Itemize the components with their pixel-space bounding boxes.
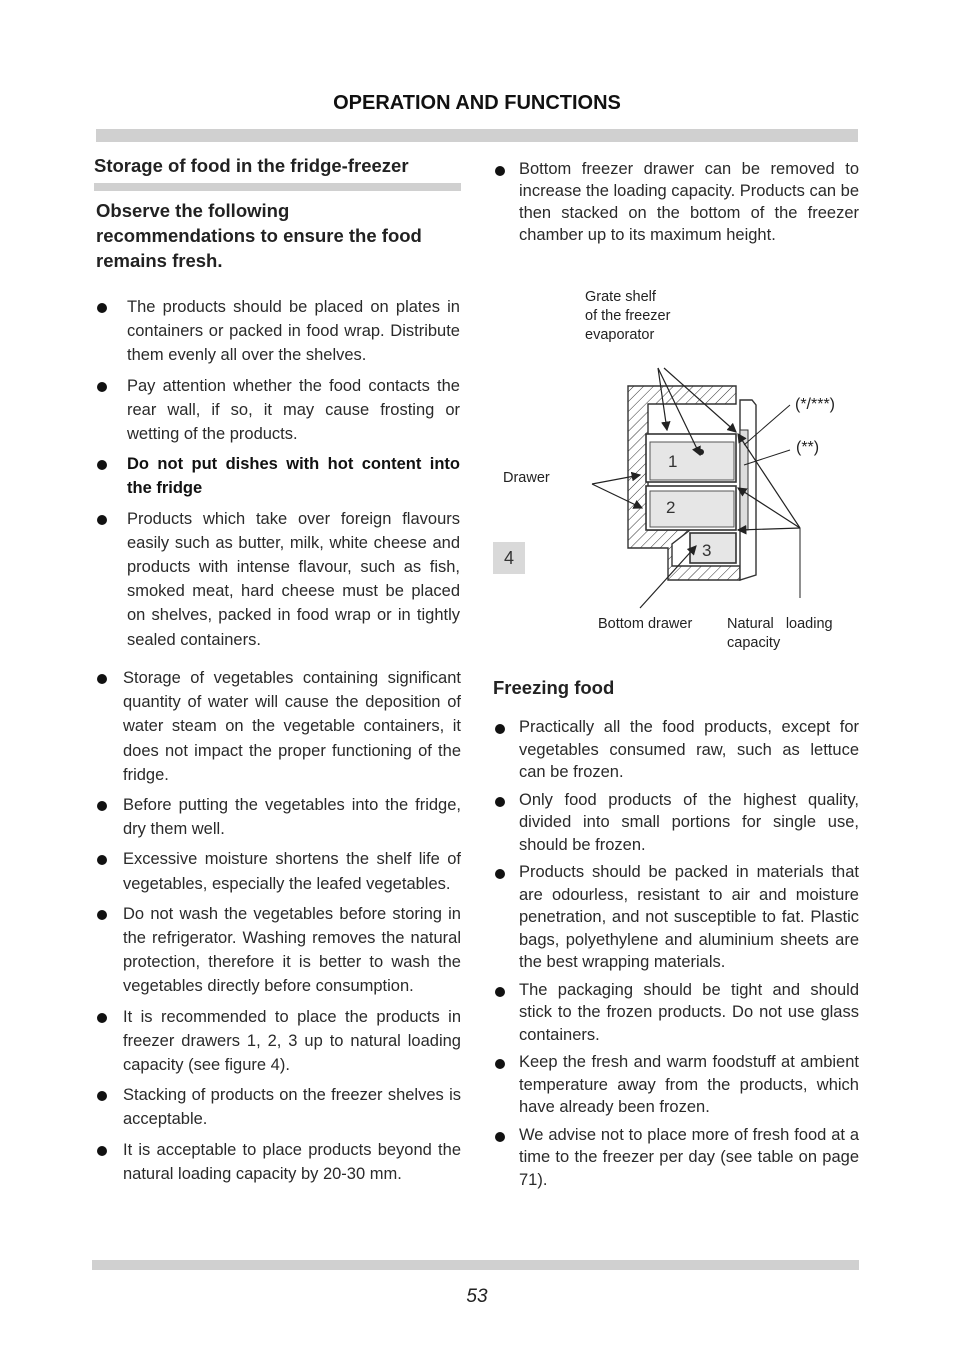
list-item-text: Stacking of products on the freezer shelves is acceptable. [123,1086,461,1129]
bullet-icon [97,1091,107,1101]
bullet-icon [495,797,505,807]
bullet-icon [495,987,505,997]
list-item [96,1138,461,1186]
list-item-text: Storage of vegetables containing significant quantity of water will cause the deposition of water steam on the vegetable containers, it does not impact the proper functioning of the fridge. [123,669,461,784]
drawer-number-3: 3 [702,541,712,560]
list-item [493,979,859,1047]
list-item-text: We advise not to place more of fresh food at a time to the freezer per day (see table on page 71). [519,1125,859,1189]
list-item [493,716,859,784]
list-item-text: Only food products of the highest quality, divided into small portions for single use, should be frozen. [519,790,859,854]
bullet-icon [97,855,107,865]
bullet-icon [495,1132,505,1142]
label-line: Grate shelf [585,289,656,305]
list-item-text: The packaging should be tight and should stick to the frozen products. Do not use glass containers. [519,980,859,1044]
list-item [493,1051,859,1119]
label-star-2: (**) [796,439,820,456]
list-item-text: Do not wash the vegetables before storing in the refrigerator. Washing removes the natural protection, therefore it is better to wash the vegetables directly before consumption. [123,904,461,996]
list-item-text: It is acceptable to place products beyond the natural loading capacity by 20-30 mm. [123,1140,461,1183]
page-title: OPERATION AND FUNCTIONS [333,92,621,114]
label-drawer: Drawer [503,470,550,486]
bullet-icon [495,724,505,734]
list-item [96,793,461,841]
list-item [493,1124,859,1192]
section-heading-freezing: Freezing food [493,677,615,698]
list-item [96,902,461,999]
list-item-text: Products which take over foreign flavours easily such as butter, milk, white cheese and products with intense flavour, such as fish, smoked meat, hard cheese must be placed on shelves, packed in food wrap or in tightly sealed containers. [127,509,460,649]
label-line: Natural loading [727,616,833,632]
figure-number: 4 [493,542,525,574]
list-item [96,847,461,895]
list-item [96,1083,461,1131]
freezing-bullet-list [493,716,859,1196]
section-heading-storage: Storage of food in the fridge-freezer [94,155,409,176]
label-star-1: (*/***) [795,396,836,413]
label-line: of the freezer [585,308,671,324]
list-item-text: Practically all the food products, except for vegetables consumed raw, such as lettuce can be frozen. [519,718,859,781]
bullet-icon [97,1013,107,1023]
footer-divider [92,1260,859,1270]
list-item-text: The products should be placed on plates in containers or packed in food wrap. Distribute them evenly all over the shelves. [127,298,460,365]
list-item-text: It is recommended to place the products in freezer drawers 1, 2, 3 up to natural loading capacity (see figure 4). [123,1007,461,1075]
bullet-icon [97,1146,107,1156]
drawer-3-box [690,533,736,563]
list-item-text: Bottom freezer drawer can be removed to increase the loading capacity. Products can be then stacked on the bottom of the freezer chamber up to its maximum height. [519,160,859,244]
vegetable-bullet-list [96,666,461,1192]
drawer-1-inner [650,442,734,480]
bullet-icon [495,869,505,879]
label-line: evaporator [585,327,655,343]
list-item [96,1005,461,1078]
label-line: capacity [727,635,781,651]
list-item-text: Before putting the vegetables into the fridge, dry them well. [123,796,461,839]
bullet-icon [97,910,107,920]
drawer-number-1: 1 [668,452,678,471]
bullet-icon [495,1059,505,1069]
label-bottom-drawer: Bottom drawer [598,616,693,632]
list-item [493,861,859,974]
intro-text: Observe the following recommendations to ensure the food remains fresh. [96,200,422,271]
list-item-text: Pay attention whether the food contacts the rear wall, if so, it may cause frosting or wetting of the products. [127,376,460,444]
list-item-text: Excessive moisture shortens the shelf life of vegetables, especially the leafed vegetables. [123,850,461,893]
bullet-icon [97,801,107,811]
drawer-number-2: 2 [666,498,676,517]
list-item-text: Keep the fresh and warm foodstuff at ambient temperature away from the products, which have already been frozen. [519,1053,859,1116]
list-item-text: Do not put dishes with hot content into the fridge [127,455,460,498]
drawer-2-inner [650,491,734,527]
list-item [493,789,859,857]
list-item-text: Products should be packed in materials that are odourless, resistant to air and moisture penetration, and not susceptible to fat. Plastic bags, polyethylene and aluminium sheets are the best wrapping materials. [519,863,859,971]
page-number: 53 [466,1286,488,1307]
